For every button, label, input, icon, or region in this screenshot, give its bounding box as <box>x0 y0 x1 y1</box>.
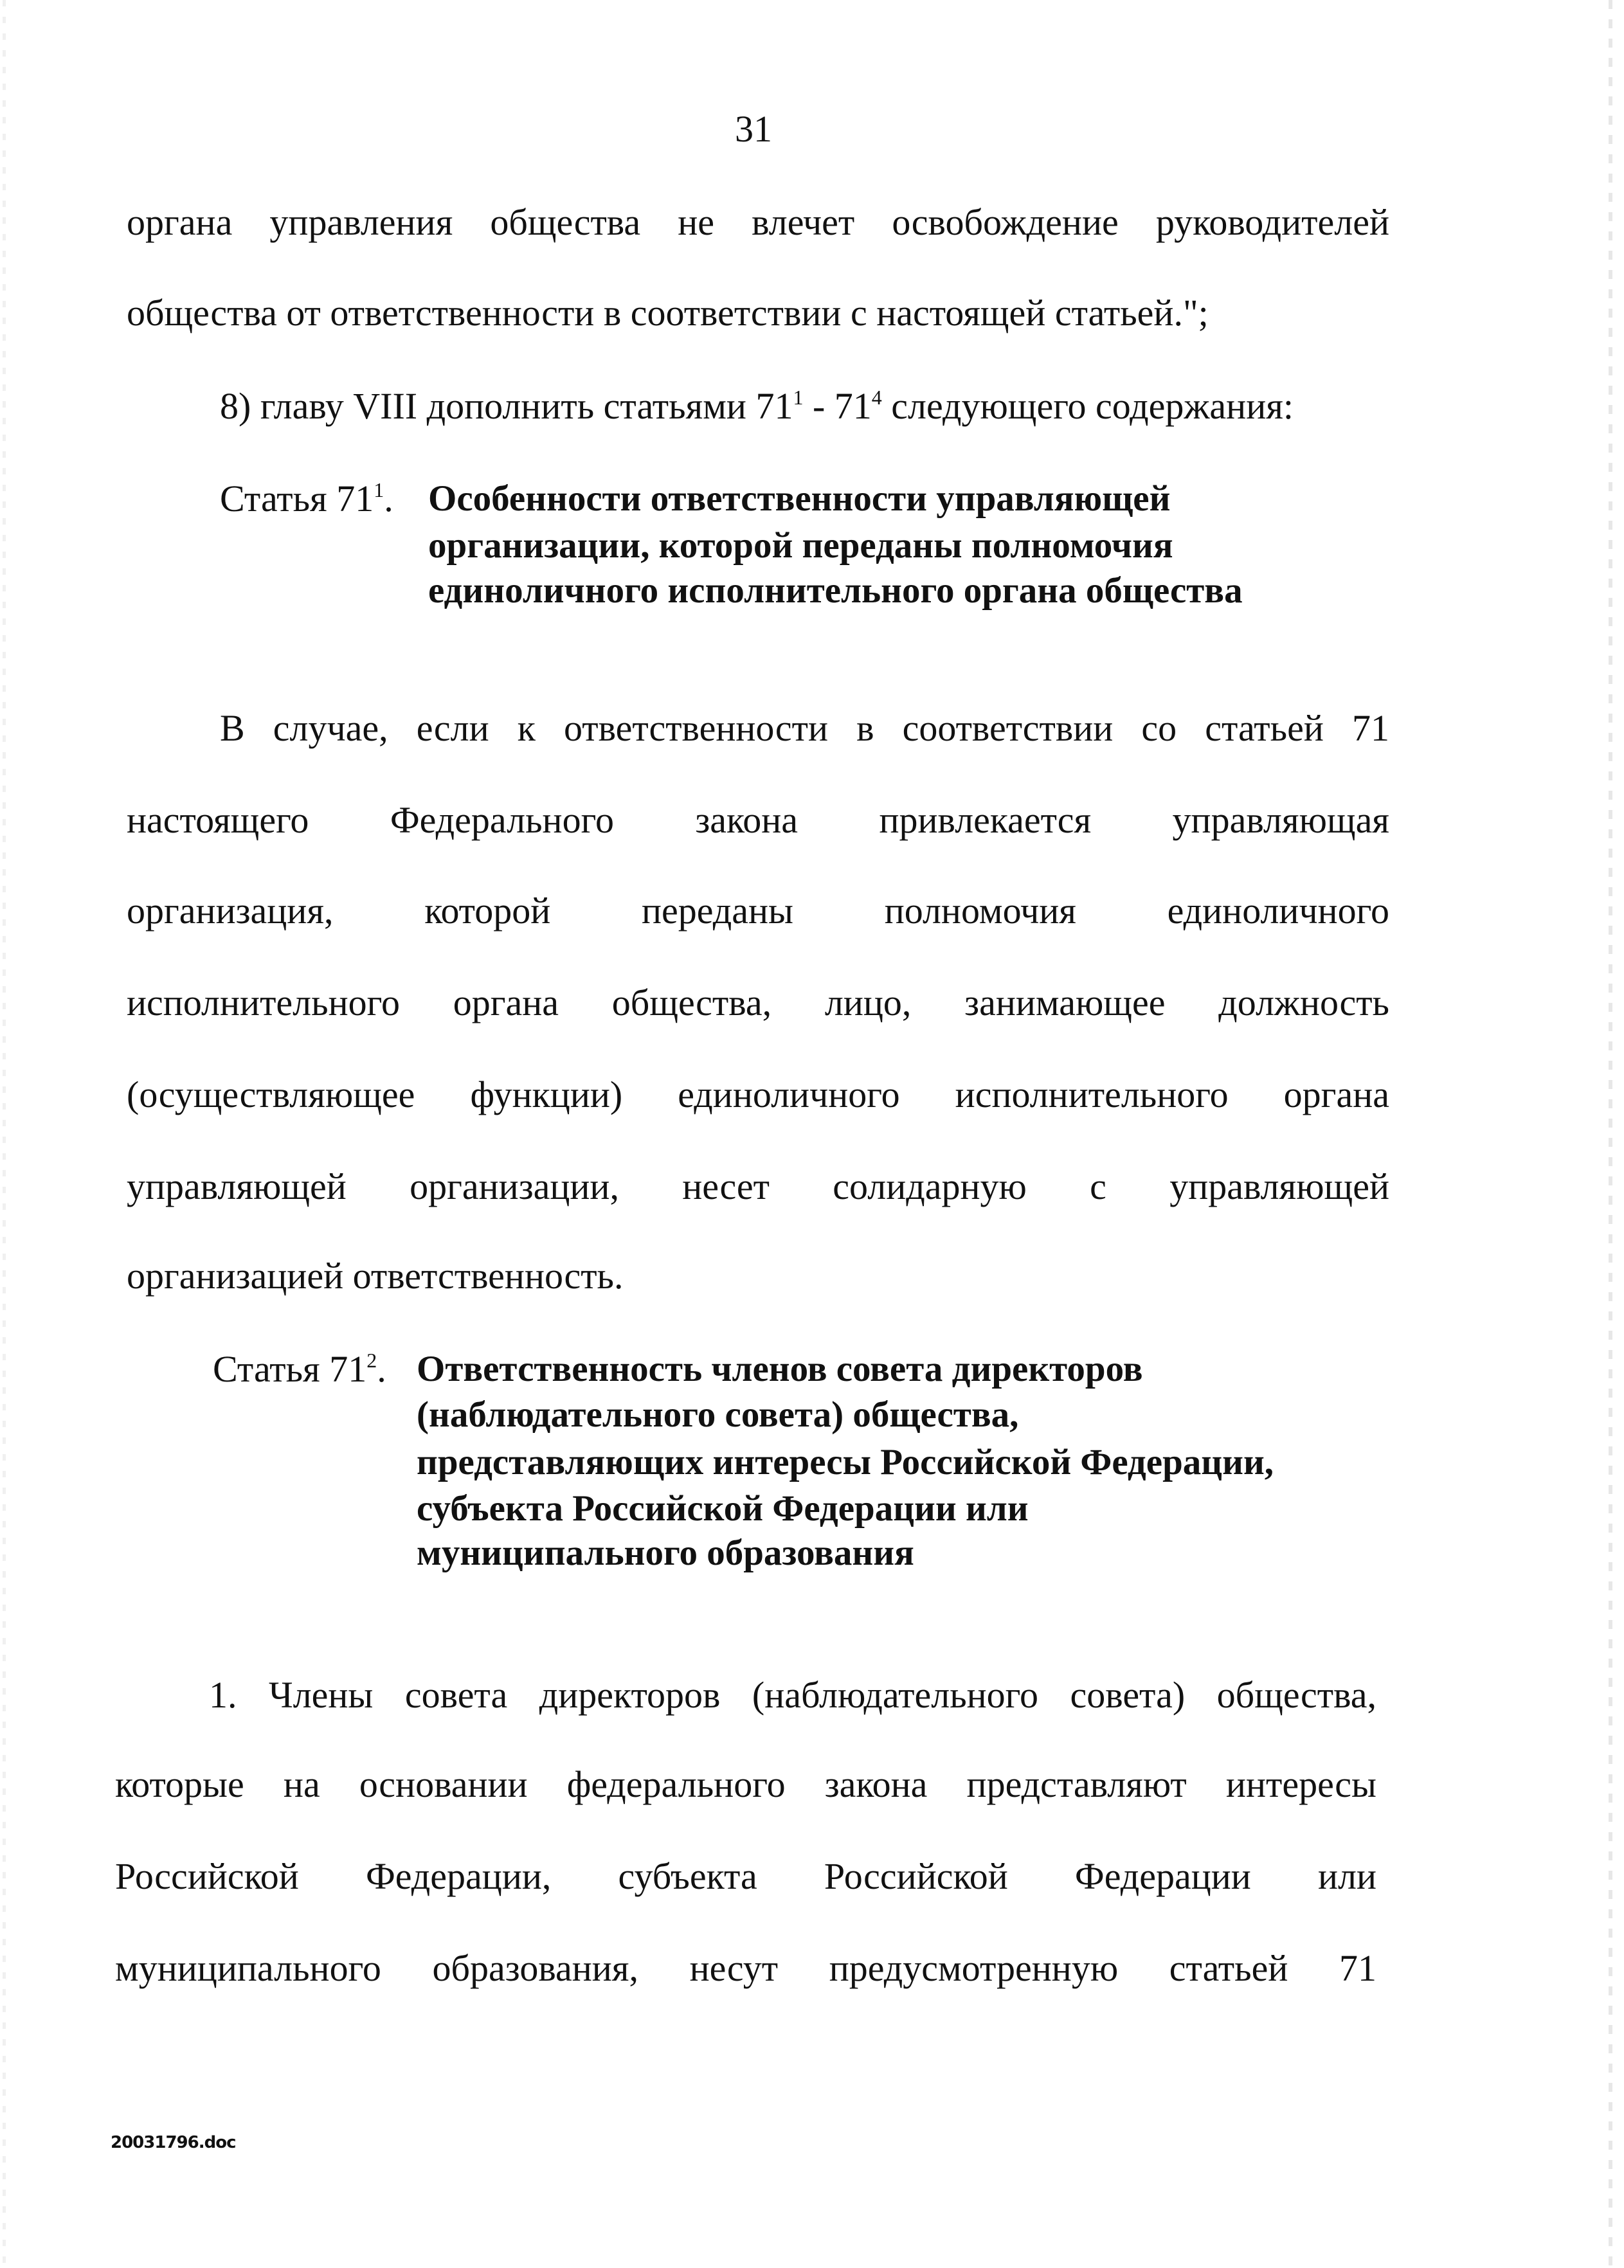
article1-title-line: организации, которой переданы полномочия <box>428 525 1173 566</box>
text-line: исполнительного органа общества, лицо, занимающее должность <box>127 982 1389 1023</box>
label-text: Статья 71 <box>220 478 374 519</box>
article2-title-line: субъекта Российской Федерации или <box>417 1488 1029 1529</box>
label-text: Статья 71 <box>213 1348 367 1390</box>
article1-title-line: единоличного исполнительного органа общества <box>428 570 1243 611</box>
superscript: 1 <box>793 386 804 409</box>
text-line: органа управления общества не влечет освобождение руководителей <box>127 201 1389 243</box>
article2-title-line: муниципального образования <box>417 1533 914 1573</box>
text-line: организацией ответственность. <box>127 1255 624 1297</box>
amendment-line <box>220 383 1294 429</box>
text-line: 1. Члены совета директоров (наблюдательного совета) общества, <box>209 1674 1376 1716</box>
text-line: управляющей организации, несет солидарную с управляющей <box>127 1166 1389 1207</box>
scan-edge-left <box>3 0 6 2268</box>
footer-filename: 20031796.doc <box>111 2133 236 2152</box>
article2-title-line: (наблюдательного совета) общества, <box>417 1394 1019 1435</box>
text-line: которые на основании федерального закона представляют интересы <box>115 1763 1376 1805</box>
article2-label <box>213 1346 386 1392</box>
label-dot: . <box>384 478 393 519</box>
page-number: 31 <box>735 108 772 150</box>
scan-edge-right <box>1609 0 1612 2268</box>
text-line: Российской Федерации, субъекта Российской Федерации или <box>115 1855 1376 1897</box>
text-line: общества от ответственности в соответствии с настоящей статьей."; <box>127 292 1209 334</box>
superscript: 4 <box>871 386 882 409</box>
article1-label <box>220 476 393 522</box>
superscript: 1 <box>374 478 384 501</box>
text-line: (осуществляющее функции) единоличного исполнительного органа <box>127 1074 1389 1115</box>
article2-title-line: Ответственность членов совета директоров <box>417 1349 1143 1389</box>
amendment-post: следующего содержания: <box>891 385 1294 427</box>
superscript: 2 <box>366 1349 377 1372</box>
amendment-pre: 8) главу VIII дополнить статьями 71 <box>220 385 793 427</box>
label-dot: . <box>377 1348 386 1390</box>
text-line: организация, которой переданы полномочия единоличного <box>127 890 1389 932</box>
article1-title-line: Особенности ответственности управляющей <box>428 478 1171 519</box>
text-line: муниципального образования, несут предусмотренную статьей 71 <box>115 1947 1376 1989</box>
text-line: В случае, если к ответственности в соответствии со статьей 71 <box>220 707 1389 749</box>
text-line: настоящего Федерального закона привлекается управляющая <box>127 799 1389 841</box>
article2-title-line: представляющих интересы Российской Федерации, <box>417 1442 1274 1482</box>
amendment-mid: - 71 <box>803 385 872 427</box>
